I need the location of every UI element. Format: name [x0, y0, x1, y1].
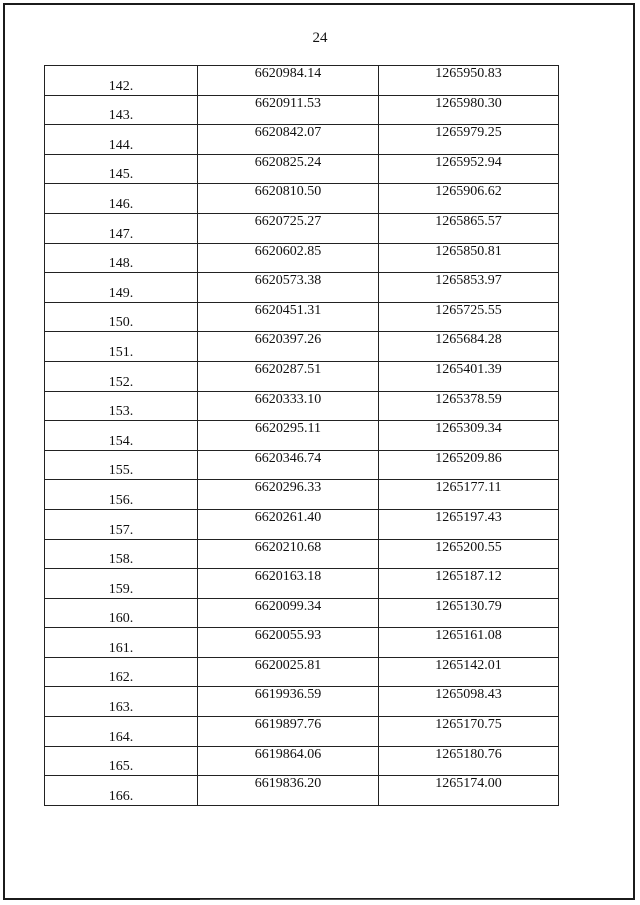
x-coordinate-cell: 6620333.10 — [198, 391, 379, 421]
x-coordinate-cell: 6620573.38 — [198, 273, 379, 303]
point-number-cell: 160. — [45, 598, 198, 628]
x-coordinate-cell: 6620397.26 — [198, 332, 379, 362]
y-coordinate-cell: 1265979.25 — [379, 125, 559, 155]
table-row — [45, 302, 559, 332]
point-number-cell: 162. — [45, 657, 198, 687]
point-number-cell: 150. — [45, 302, 198, 332]
y-coordinate-cell: 1265170.75 — [379, 717, 559, 747]
point-number-cell: 147. — [45, 213, 198, 243]
point-number-cell: 156. — [45, 480, 198, 510]
point-number-cell: 144. — [45, 125, 198, 155]
point-number-cell: 152. — [45, 361, 198, 391]
table-row — [45, 598, 559, 628]
point-number-cell: 164. — [45, 717, 198, 747]
table-row — [45, 421, 559, 451]
table-row — [45, 480, 559, 510]
x-coordinate-cell: 6620287.51 — [198, 361, 379, 391]
x-coordinate-cell: 6619936.59 — [198, 687, 379, 717]
y-coordinate-cell: 1265130.79 — [379, 598, 559, 628]
table-row — [45, 628, 559, 658]
x-coordinate-cell: 6620163.18 — [198, 569, 379, 599]
point-number-cell: 143. — [45, 95, 198, 125]
y-coordinate-cell: 1265142.01 — [379, 657, 559, 687]
y-coordinate-cell: 1265980.30 — [379, 95, 559, 125]
point-number-cell: 155. — [45, 450, 198, 480]
table-row — [45, 332, 559, 362]
table-row — [45, 450, 559, 480]
point-number-cell: 145. — [45, 154, 198, 184]
table-row — [45, 509, 559, 539]
table-row — [45, 154, 559, 184]
y-coordinate-cell: 1265906.62 — [379, 184, 559, 214]
table-row — [45, 66, 559, 96]
table-row — [45, 539, 559, 569]
point-number-cell: 149. — [45, 273, 198, 303]
table-row — [45, 746, 559, 776]
x-coordinate-cell: 6620602.85 — [198, 243, 379, 273]
point-number-cell: 166. — [45, 776, 198, 806]
y-coordinate-cell: 1265177.11 — [379, 480, 559, 510]
y-coordinate-cell: 1265401.39 — [379, 361, 559, 391]
x-coordinate-cell: 6619897.76 — [198, 717, 379, 747]
y-coordinate-cell: 1265161.08 — [379, 628, 559, 658]
table-row — [45, 125, 559, 155]
x-coordinate-cell: 6620346.74 — [198, 450, 379, 480]
y-coordinate-cell: 1265197.43 — [379, 509, 559, 539]
x-coordinate-cell: 6620261.40 — [198, 509, 379, 539]
y-coordinate-cell: 1265850.81 — [379, 243, 559, 273]
x-coordinate-cell: 6619836.20 — [198, 776, 379, 806]
table-row — [45, 361, 559, 391]
y-coordinate-cell: 1265174.00 — [379, 776, 559, 806]
x-coordinate-cell: 6620825.24 — [198, 154, 379, 184]
point-number-cell: 157. — [45, 509, 198, 539]
table-row — [45, 569, 559, 599]
x-coordinate-cell: 6619864.06 — [198, 746, 379, 776]
y-coordinate-cell: 1265309.34 — [379, 421, 559, 451]
point-number-cell: 153. — [45, 391, 198, 421]
y-coordinate-cell: 1265725.55 — [379, 302, 559, 332]
point-number-cell: 148. — [45, 243, 198, 273]
table-row — [45, 687, 559, 717]
point-number-cell: 158. — [45, 539, 198, 569]
point-number-cell: 161. — [45, 628, 198, 658]
page-number: 24 — [312, 30, 328, 46]
point-number-cell: 163. — [45, 687, 198, 717]
point-number-cell: 146. — [45, 184, 198, 214]
x-coordinate-cell: 6620725.27 — [198, 213, 379, 243]
y-coordinate-cell: 1265378.59 — [379, 391, 559, 421]
y-coordinate-cell: 1265865.57 — [379, 213, 559, 243]
table-row — [45, 95, 559, 125]
y-coordinate-cell: 1265200.55 — [379, 539, 559, 569]
y-coordinate-cell: 1265180.76 — [379, 746, 559, 776]
table-row — [45, 717, 559, 747]
x-coordinate-cell: 6620295.11 — [198, 421, 379, 451]
point-number-cell: 151. — [45, 332, 198, 362]
bottom-rule — [200, 899, 540, 900]
table-row — [45, 657, 559, 687]
table-row — [45, 391, 559, 421]
table-row — [45, 213, 559, 243]
point-number-cell: 154. — [45, 421, 198, 451]
table-row — [45, 273, 559, 303]
table-row — [45, 776, 559, 806]
x-coordinate-cell: 6620451.31 — [198, 302, 379, 332]
y-coordinate-cell: 1265950.83 — [379, 66, 559, 96]
x-coordinate-cell: 6620099.34 — [198, 598, 379, 628]
point-number-cell: 165. — [45, 746, 198, 776]
x-coordinate-cell: 6620296.33 — [198, 480, 379, 510]
x-coordinate-cell: 6620984.14 — [198, 66, 379, 96]
y-coordinate-cell: 1265187.12 — [379, 569, 559, 599]
x-coordinate-cell: 6620842.07 — [198, 125, 379, 155]
x-coordinate-cell: 6620055.93 — [198, 628, 379, 658]
y-coordinate-cell: 1265952.94 — [379, 154, 559, 184]
x-coordinate-cell: 6620025.81 — [198, 657, 379, 687]
coordinates-table — [44, 65, 559, 806]
point-number-cell: 142. — [45, 66, 198, 96]
x-coordinate-cell: 6620810.50 — [198, 184, 379, 214]
coordinates-table-body — [45, 66, 559, 806]
y-coordinate-cell: 1265853.97 — [379, 273, 559, 303]
x-coordinate-cell: 6620210.68 — [198, 539, 379, 569]
table-row — [45, 184, 559, 214]
y-coordinate-cell: 1265684.28 — [379, 332, 559, 362]
y-coordinate-cell: 1265209.86 — [379, 450, 559, 480]
table-row — [45, 243, 559, 273]
point-number-cell: 159. — [45, 569, 198, 599]
y-coordinate-cell: 1265098.43 — [379, 687, 559, 717]
x-coordinate-cell: 6620911.53 — [198, 95, 379, 125]
